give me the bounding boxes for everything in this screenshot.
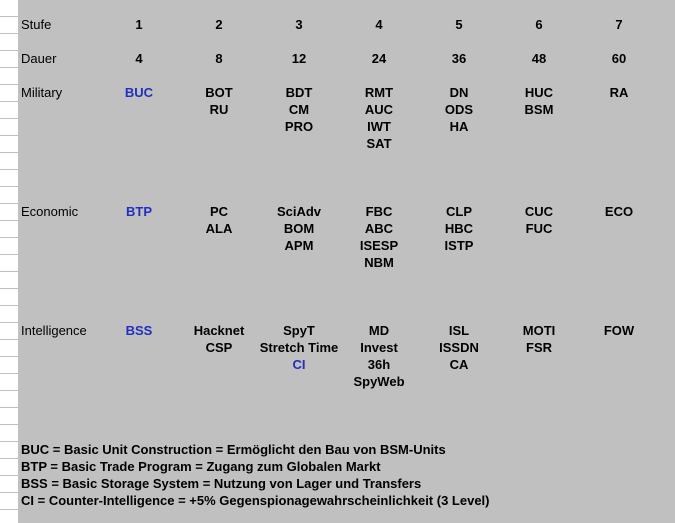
tech-cell[interactable]: ABC [364, 221, 394, 236]
tech-cell[interactable]: ISESP [359, 238, 399, 253]
duration-cell[interactable]: 12 [291, 51, 307, 66]
tech-cell[interactable]: BTP [126, 204, 152, 219]
tech-cell[interactable]: BOM [283, 221, 315, 236]
tech-cell[interactable]: SpyT [283, 323, 315, 338]
level-cell[interactable]: 5 [455, 17, 463, 32]
tech-cell[interactable]: SpyWeb [353, 374, 405, 389]
category-label-military[interactable]: Military [21, 85, 63, 100]
tech-cell[interactable]: BUC [124, 85, 154, 100]
tech-cell[interactable]: CA [449, 357, 469, 372]
tech-cell[interactable]: Hacknet [193, 323, 245, 338]
legend-line[interactable]: BUC = Basic Unit Construction = Ermöglicht den Bau von BSM-Units [21, 442, 446, 457]
tech-cell[interactable]: ODS [444, 102, 474, 117]
tech-cell[interactable]: Invest [360, 340, 398, 355]
duration-cell[interactable]: 60 [611, 51, 627, 66]
legend-line[interactable]: BTP = Basic Trade Program = Zugang zum Globalen Markt [21, 459, 381, 474]
tech-cell[interactable]: 36h [367, 357, 391, 372]
tech-cell[interactable]: BOT [205, 85, 233, 100]
tech-cell[interactable]: CSP [205, 340, 233, 355]
duration-label[interactable]: Dauer [21, 51, 57, 66]
tech-cell[interactable]: HBC [444, 221, 474, 236]
tech-cell[interactable]: BDT [285, 85, 313, 100]
tech-cell[interactable]: DN [449, 85, 469, 100]
tech-cell[interactable]: ALA [205, 221, 233, 236]
tech-cell[interactable]: CLP [446, 204, 472, 219]
category-label-economic[interactable]: Economic [21, 204, 79, 219]
duration-cell[interactable]: 4 [135, 51, 143, 66]
tech-cell[interactable]: FBC [365, 204, 393, 219]
tech-cell[interactable]: ECO [604, 204, 634, 219]
tech-cell[interactable]: CM [288, 102, 310, 117]
tech-cell[interactable]: FOW [603, 323, 635, 338]
level-cell[interactable]: 1 [135, 17, 143, 32]
level-cell[interactable]: 3 [295, 17, 303, 32]
tech-cell[interactable]: MOTI [522, 323, 556, 338]
tech-cell[interactable]: RA [609, 85, 629, 100]
header-label-stufe[interactable]: Stufe [21, 17, 52, 32]
duration-cell[interactable]: 36 [451, 51, 467, 66]
tech-cell[interactable]: ISTP [444, 238, 474, 253]
tech-cell[interactable]: PRO [284, 119, 314, 134]
tech-cell[interactable]: RU [209, 102, 229, 117]
tech-cell[interactable]: CUC [524, 204, 554, 219]
tech-cell[interactable]: BSM [524, 102, 554, 117]
legend-line[interactable]: BSS = Basic Storage System = Nutzung von Lager und Transfers [21, 476, 422, 491]
tech-cell[interactable]: MD [368, 323, 390, 338]
duration-cell[interactable]: 48 [531, 51, 547, 66]
tech-cell[interactable]: APM [284, 238, 314, 253]
tech-cell[interactable]: NBM [364, 255, 394, 270]
tech-cell[interactable]: HA [449, 119, 469, 134]
tech-cell[interactable]: ISL [448, 323, 470, 338]
tech-cell[interactable]: AUC [364, 102, 394, 117]
tech-cell[interactable]: PC [209, 204, 229, 219]
tech-cell[interactable]: CI [292, 357, 306, 372]
tech-cell[interactable]: BSS [125, 323, 153, 338]
tech-cell[interactable]: FUC [525, 221, 553, 236]
duration-cell[interactable]: 8 [215, 51, 223, 66]
tech-cell[interactable]: SciAdv [276, 204, 322, 219]
tech-cell[interactable]: ISSDN [439, 340, 479, 355]
tech-cell[interactable]: Stretch Time [259, 340, 339, 355]
tech-cell[interactable]: RMT [364, 85, 394, 100]
level-cell[interactable]: 4 [375, 17, 383, 32]
column-divider [579, 0, 580, 523]
legend-line[interactable]: CI = Counter-Intelligence = +5% Gegenspionagewahrscheinlichkeit (3 Level) [21, 493, 490, 508]
tech-cell[interactable]: IWT [367, 119, 391, 134]
tech-cell[interactable]: HUC [524, 85, 554, 100]
duration-cell[interactable]: 24 [371, 51, 387, 66]
tech-cell[interactable]: FSR [526, 340, 552, 355]
tech-cell[interactable]: SAT [366, 136, 392, 151]
level-cell[interactable]: 6 [535, 17, 543, 32]
column-divider [499, 0, 500, 523]
level-cell[interactable]: 7 [615, 17, 623, 32]
category-label-intelligence[interactable]: Intelligence [21, 323, 87, 338]
level-cell[interactable]: 2 [215, 17, 223, 32]
column-divider [659, 0, 660, 523]
